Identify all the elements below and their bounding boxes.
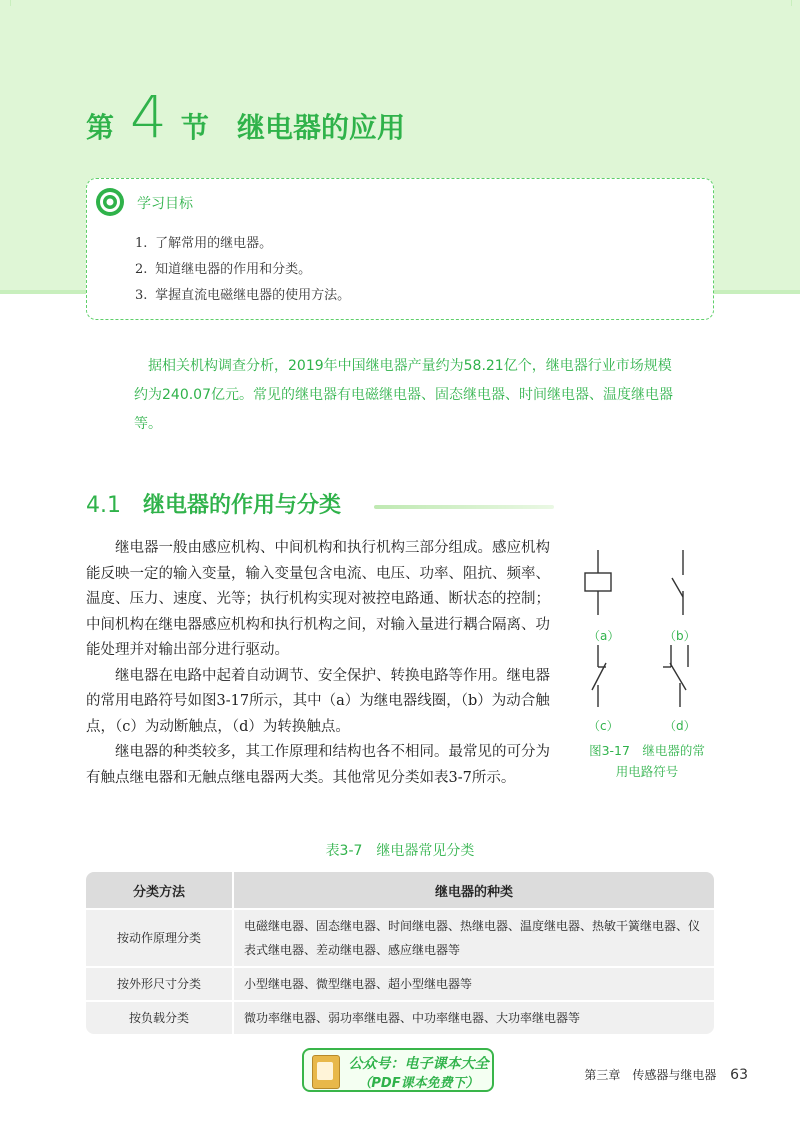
- page-footer: [584, 1066, 748, 1083]
- coil-symbol: [585, 550, 611, 615]
- section-prefix: 第: [86, 111, 115, 144]
- section-heading: [86, 83, 405, 151]
- stamp-line2: （PDF课本免费下）: [358, 1076, 479, 1091]
- figure-label-b: （b）: [664, 629, 696, 643]
- section-number: 4: [130, 83, 165, 151]
- body-paragraph: 继电器的种类较多，其工作原理和结构也各不相同。最常见的可分为有触点继电器和无触点继电器两大类。其他常见分类如表3-7所示。: [86, 744, 550, 786]
- body-paragraph: 继电器一般由感应机构、中间机构和执行机构三部分组成。感应机构能反映一定的输入变量，输入变量包含电流、电压、功率、阻抗、频率、温度、压力、速度、光等；执行机构实现对被控电路通、断状态的控制；中间机构在继电器感应机构和执行机构之间，对输入量进行耦合隔离、功能处理并对输出部分进行驱动。: [86, 540, 550, 658]
- figure-label-c: （c）: [588, 719, 619, 733]
- body-paragraph: 继电器在电路中起着自动调节、安全保护、转换电路等作用。继电器的常用电路符号如图3-17所示，其中（a）为继电器线圈，（b）为动合触点，（c）为动断触点，（d）为转换触点。: [86, 667, 550, 735]
- section-suffix: 节: [180, 111, 209, 144]
- subsection-heading: [86, 488, 341, 519]
- table-cell-method: 按动作原理分类: [86, 908, 234, 966]
- table-row: [86, 966, 714, 1000]
- stamp-line1: 公众号：电子课本大全: [348, 1056, 489, 1072]
- goal-item: 1. 了解常用的继电器。: [135, 236, 273, 251]
- footer-chapter: 第三章 传感器与继电器: [584, 1068, 717, 1082]
- relay-symbols-diagram: [572, 545, 722, 745]
- goals-heading: 学习目标: [137, 196, 193, 212]
- changeover-contact-symbol: [663, 645, 688, 707]
- subsection-number: 4.1: [86, 493, 121, 518]
- watermark-stamp: [302, 1048, 494, 1092]
- figure-label-a: （a）: [588, 629, 620, 643]
- table-row: [86, 1000, 714, 1034]
- table-header-types: 继电器的种类: [234, 872, 714, 908]
- goal-item: 2. 知道继电器的作用和分类。: [135, 262, 312, 277]
- subsection-rule: [374, 505, 554, 509]
- table-cell-types: 小型继电器、微型继电器、超小型继电器等: [234, 966, 714, 1000]
- table-cell-types: 微功率继电器、弱功率继电器、中功率继电器、大功率继电器等: [234, 1000, 714, 1034]
- header-frame: [10, 0, 792, 6]
- figure-label-d: （d）: [664, 719, 696, 733]
- page-number: 63: [730, 1067, 748, 1083]
- table-header-method: 分类方法: [86, 872, 234, 908]
- table-cell-method: 按外形尺寸分类: [86, 966, 234, 1000]
- target-icon: [95, 187, 125, 217]
- figure-caption: 图3-17 继电器的常 用电路符号: [589, 743, 705, 779]
- table-cell-method: 按负载分类: [86, 1000, 234, 1034]
- table-row: [86, 908, 714, 966]
- classification-table: [86, 872, 714, 1034]
- intro-paragraph: 据相关机构调查分析，2019年中国继电器产量约为58.21亿个，继电器行业市场规模约为240.07亿元。常见的继电器有电磁继电器、固态继电器、时间继电器、温度继电器等。: [134, 358, 673, 432]
- goals-list: [135, 231, 350, 309]
- normally-open-contact-symbol: [672, 550, 683, 615]
- learning-goals-box: [86, 178, 714, 320]
- table-cell-types: 电磁继电器、固态继电器、时间继电器、热继电器、温度继电器、热敏干簧继电器、仪表式继电器、差动继电器、感应继电器等: [234, 908, 714, 966]
- table-caption: 表3-7 继电器常见分类: [325, 843, 475, 859]
- subsection-title: 继电器的作用与分类: [143, 493, 342, 518]
- section-title: 继电器的应用: [236, 111, 405, 144]
- book-icon: [312, 1055, 340, 1089]
- body-text: [86, 536, 556, 791]
- normally-closed-contact-symbol: [592, 645, 606, 707]
- goal-item: 3. 掌握直流电磁继电器的使用方法。: [135, 288, 351, 303]
